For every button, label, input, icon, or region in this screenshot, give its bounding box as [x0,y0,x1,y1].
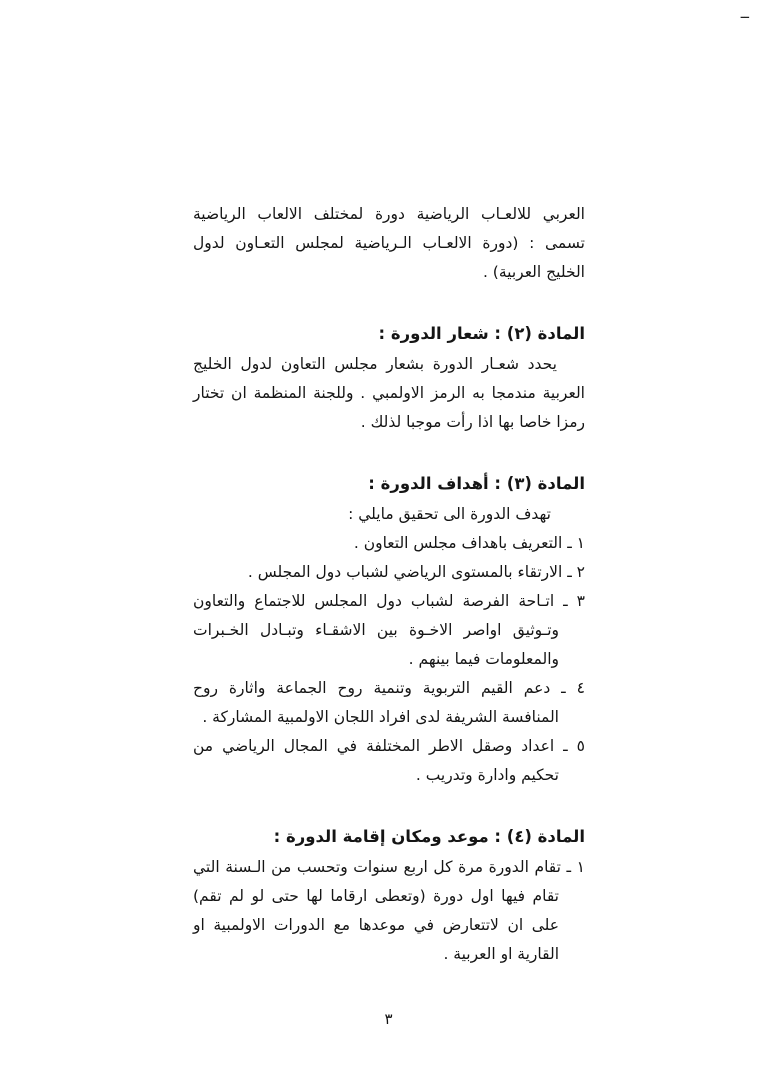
article-3-items [193,529,585,790]
page-corner-dash: ــ [740,6,749,22]
article-2-heading: المادة (٢) : شعار الدورة : [378,324,585,343]
list-item: ٢ ـ الارتقاء بالمستوى الرياضي لشباب دول المجلس . [247,563,585,581]
list-item: ٣ ـ اتـاحة الفرصة لشباب دول المجلس للاجتماع والتعاون وتـوثيق اواصر الاخـوة بين الاشقـاء وتبـادل الخـبرات والمعلومات فيما بينهم . [193,592,585,668]
list-item: ٥ ـ اعداد وصقل الاطر المختلفة في المجال الرياضي من تحكيم وادارة وتدريب . [193,737,585,784]
article-3-heading: المادة (٣) : أهداف الدورة : [368,474,585,493]
list-item: ١ ـ تقام الدورة مرة كل اربع سنوات وتحسب من الـسنة التي تقام فيها اول دورة (وتعطى ارقاما لها حتى لو لم تقم) على ان لاتتعارض في موعدها مع الدورات الاولمبية او القارية او العربية . [193,858,585,963]
intro-paragraph: العربي للالعـاب الرياضية دورة لمختلف الالعاب الرياضية تسمى : (دورة الالعـاب الـرياضية لمجلس التعـاون لدول الخليج العربية) . [193,205,585,281]
article-4-items [193,853,585,969]
list-item: ١ ـ التعريف باهداف مجلس التعاون . [353,534,585,552]
page-number: ٣ [384,1010,393,1028]
text-block [193,200,585,969]
article-4-heading: المادة (٤) : موعد ومكان إقامة الدورة : [273,827,585,846]
article-2-body: يحدد شعـار الدورة بشعار مجلس التعاون لدول الخليج العربية مندمجا به الرمز الاولمبي . وللجنة المنظمة ان تختار رمزا خاصا بها اذا رأت موجبا لذلك . [193,355,585,431]
article-3-lead: تهدف الدورة الى تحقيق مايلي : [348,505,551,523]
list-item: ٤ ـ دعم القيم التربوية وتنمية روح الجماعة واثارة روح المنافسة الشريفة لدى افراد اللجان الاولمبية المشاركة . [193,679,585,726]
